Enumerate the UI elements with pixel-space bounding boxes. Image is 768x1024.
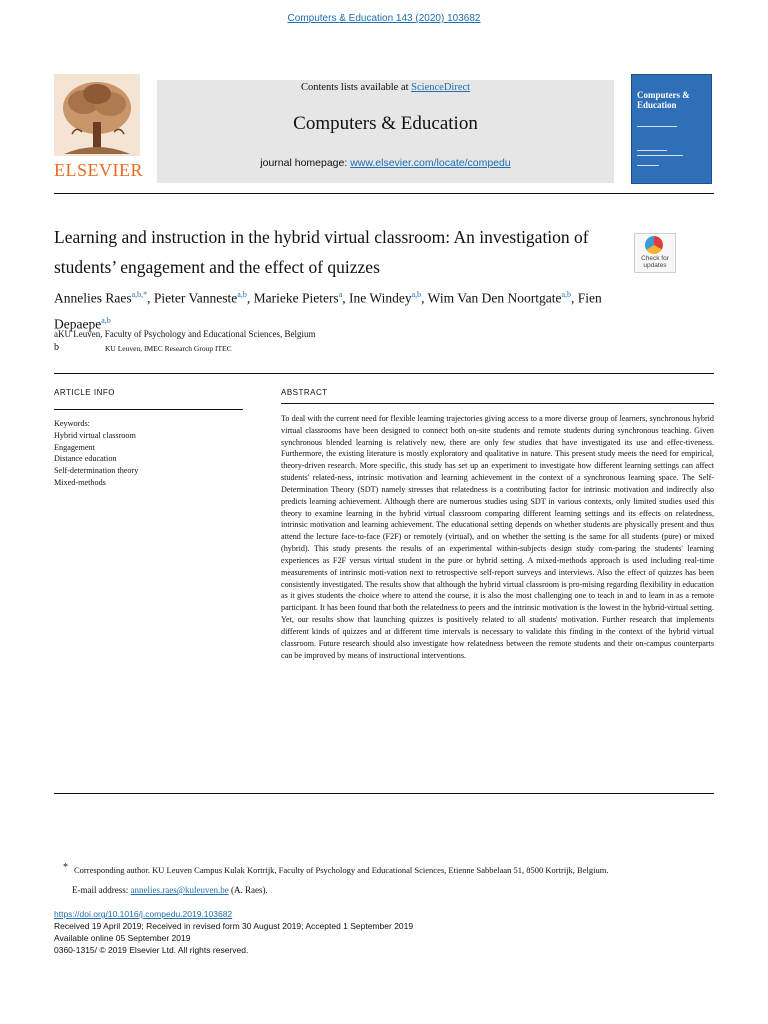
available-online-date: Available online 05 September 2019	[54, 933, 191, 943]
check-updates-label: Check for updates	[641, 255, 669, 269]
author-affiliation-marker[interactable]: a,b,*	[131, 290, 148, 299]
homepage-line	[157, 157, 614, 169]
copyright-notice: 0360-1315/ © 2019 Elsevier Ltd. All rights reserved.	[54, 945, 249, 955]
affiliation-a: aKU Leuven, Faculty of Psychology and Educational Sciences, Belgium	[54, 329, 316, 339]
cover-decoration	[637, 155, 683, 156]
abstract-text: To deal with the current need for flexible learning trajectories giving access to a more diverse group of learners, synchronous hybrid virtual classrooms have been designed to connect both on-site students and remote students during synchronous teaching. Given synchronous blended learning is relatively new, there are only few studies that have investigated its use and effec-tiveness. Furthermore, the existing literature is mostly exploratory and qualitative in nature. This present study meets the need for empirical, theory-driven research. More specific, this study has set up an experiment to investigate how different learning settings can affect students' related-ness, intrinsic motivation and learning achievement in the context of a synchronous learning space. The Self-Determination Theory (SDT) namely stresses that relatedness is a contributing factor for intrinsic motivation and indirectly also predicts learning achievement. Although there are numerous studies using SDT in various contexts, only limited studies used this theory to examine learning in the hybrid virtual classroom comparing different learning settings and its effects on relatedness, intrinsic motivation and learning achievement. The educational setting depends on whether students are physically present and thus attend the lecture face-to-face (F2F) or remotely (virtual), and on whether the setting is the same for all students (pure) or mixed (hybrid). This study presents the results of an experimental within-subjects design study com-paring the students' learning experiences as F2F versus virtual student in the pure or hybrid setting. A mixed-methods approach is used including real-time measurements of intrinsic moti-vation next to retrospective self-report surveys and interviews. Also the effect of quizzes has been consistently investigated. The results show that although the hybrid virtual classroom is pro-mising regarding flexibility in education as it gives students the choice where to attend the course, it is also the most challenging one to teach in and to learn in as a remote participant. It has been found that both the relatedness to peers and the intrinsic motivation is the lowest in the hybrid-virtual setting. Yet, our results show that launching quizzes is positively related to all students' motivation. Further research that implements different kinds of quizzes and at different time intervals is necessary to validate this finding in the context of the hybrid virtual classroom. Future research should also investigate how relatedness between the remote students and their on-campus counterparts can be improved by means of instructional interventions.	[281, 414, 714, 660]
author-affiliation-marker[interactable]: a,b	[101, 315, 111, 325]
email-line	[72, 885, 268, 895]
keyword-item: Hybrid virtual classroom	[54, 430, 136, 440]
affiliation-b-marker: b	[54, 342, 59, 353]
author-affiliation-marker[interactable]: a,b	[561, 290, 572, 299]
author-name[interactable]: Marieke Pieters	[253, 290, 339, 306]
author-list: Annelies Raes$^{a,b,*}$, Pieter Vanneste$^{a,b}$, Marieke Pieters$^a$, Ine Windey$^{a,b}$, Wim Van Den Noortgate$^{a,b}$, Fien Depaepe$^{a,b}$	[54, 290, 602, 331]
cover-title: Computers & Education	[637, 90, 690, 110]
header-divider	[54, 193, 714, 194]
contents-prefix: Contents lists available at	[300, 82, 412, 93]
check-updates-icon	[645, 236, 663, 254]
author-affiliation-marker[interactable]: a	[338, 290, 343, 299]
author-name[interactable]: Annelies Raes	[54, 290, 132, 306]
cover-decoration	[637, 150, 667, 151]
corresponding-author-footnote	[63, 862, 713, 875]
sciencedirect-link[interactable]: ScienceDirect	[411, 82, 471, 93]
author-name[interactable]: Ine Windey	[349, 290, 412, 306]
contents-line	[157, 82, 614, 93]
footnote-text: Corresponding author. KU Leuven Campus Kulak Kortrijk, Faculty of Psychology and Educational Sciences, Etienne Sabbelaan 51, 8500 Kortrijk, Belgium.	[74, 865, 609, 875]
cover-decoration	[637, 126, 677, 127]
abstract-end-divider	[54, 793, 714, 794]
affiliation-b: KU Leuven, IMEC Research Group ITEC	[105, 344, 232, 353]
author-name[interactable]: Wim Van Den Noortgate	[427, 290, 562, 306]
author-affiliation-marker[interactable]: a,b	[237, 290, 247, 299]
keyword-item: Mixed-methods	[54, 477, 106, 487]
received-dates: Received 19 April 2019; Received in revised form 30 August 2019; Accepted 1 September 2019	[54, 921, 414, 931]
keywords-label: Keywords:	[54, 419, 90, 428]
article-title: Learning and instruction in the hybrid virtual classroom: An investigation of students’ engagement and the effect of quizzes	[54, 227, 589, 277]
abstract-heading: ABSTRACT	[281, 388, 328, 397]
abstract-rule	[281, 403, 714, 404]
publisher-name: ELSEVIER	[54, 160, 143, 180]
keywords-block	[54, 418, 244, 489]
cover-decoration	[637, 165, 659, 166]
keyword-item: Self-determination theory	[54, 466, 139, 476]
author-affiliation-marker[interactable]: a,b	[411, 290, 422, 299]
email-link[interactable]: annelies.raes@kuleuven.be	[130, 885, 229, 895]
author-name[interactable]: Fien Depaepe	[54, 290, 602, 331]
email-suffix: (A. Raes).	[228, 885, 268, 895]
keyword-item: Distance education	[54, 454, 117, 464]
journal-title: Computers & Education	[293, 113, 478, 134]
section-divider	[54, 373, 714, 374]
homepage-link[interactable]: www.elsevier.com/locate/compedu	[350, 157, 511, 169]
homepage-prefix: journal homepage:	[260, 157, 351, 169]
footnote-marker: *	[63, 862, 68, 873]
keyword-item: Engagement	[54, 442, 95, 452]
article-info-heading: ARTICLE INFO	[54, 388, 115, 397]
email-label: E-mail address:	[72, 885, 131, 895]
article-info-rule	[54, 409, 243, 410]
author-name[interactable]: Pieter Vanneste	[153, 290, 238, 306]
journal-citation-link[interactable]: Computers & Education 143 (2020) 103682	[287, 13, 481, 24]
doi-link[interactable]: https://doi.org/10.1016/j.compedu.2019.103682	[54, 909, 233, 919]
